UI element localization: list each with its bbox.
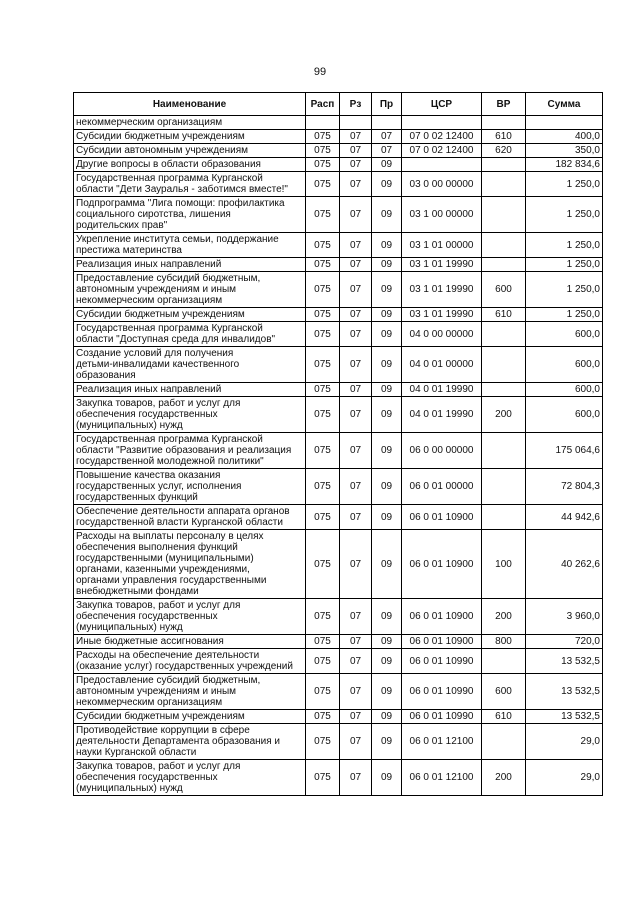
cell-sum: 350,0 bbox=[526, 144, 603, 158]
name-line: области "Развитие образования и реализация bbox=[76, 445, 292, 456]
cell-name bbox=[74, 433, 306, 469]
name-line: престижа материнства bbox=[76, 245, 182, 256]
name-line: государственных функций bbox=[76, 492, 198, 503]
cell-rasp: 075 bbox=[306, 158, 340, 172]
cell-rz: 07 bbox=[340, 397, 372, 433]
cell-vr: 200 bbox=[482, 599, 526, 635]
cell-rz: 07 bbox=[340, 433, 372, 469]
cell-csr: 04 0 01 00000 bbox=[402, 347, 482, 383]
name-line: (оказание услуг) государственных учреждений bbox=[76, 661, 293, 672]
cell-rz: 07 bbox=[340, 197, 372, 233]
cell-name bbox=[74, 116, 306, 130]
cell-csr: 06 0 01 10990 bbox=[402, 674, 482, 710]
budget-table bbox=[73, 92, 603, 796]
table-row bbox=[74, 383, 603, 397]
cell-csr: 03 1 01 00000 bbox=[402, 233, 482, 258]
cell-sum: 1 250,0 bbox=[526, 233, 603, 258]
cell-rz: 07 bbox=[340, 172, 372, 197]
cell-pr: 09 bbox=[372, 530, 402, 599]
cell-name bbox=[74, 649, 306, 674]
name-line: государственными (муниципальными) bbox=[76, 553, 254, 564]
cell-sum: 182 834,6 bbox=[526, 158, 603, 172]
header-pr: Пр bbox=[372, 93, 402, 116]
cell-sum bbox=[526, 116, 603, 130]
cell-csr: 06 0 01 10990 bbox=[402, 710, 482, 724]
cell-rz: 07 bbox=[340, 469, 372, 505]
cell-name bbox=[74, 258, 306, 272]
name-line: Закупка товаров, работ и услуг для bbox=[76, 600, 241, 611]
cell-name bbox=[74, 724, 306, 760]
cell-sum: 3 960,0 bbox=[526, 599, 603, 635]
cell-name bbox=[74, 144, 306, 158]
table-row bbox=[74, 272, 603, 308]
name-line: Реализация иных направлений bbox=[76, 384, 222, 395]
cell-csr: 06 0 01 00000 bbox=[402, 469, 482, 505]
cell-pr: 09 bbox=[372, 197, 402, 233]
cell-rz: 07 bbox=[340, 347, 372, 383]
cell-csr: 06 0 00 00000 bbox=[402, 433, 482, 469]
cell-vr: 600 bbox=[482, 272, 526, 308]
cell-name bbox=[74, 674, 306, 710]
cell-rasp: 075 bbox=[306, 172, 340, 197]
cell-rasp: 075 bbox=[306, 397, 340, 433]
cell-pr: 07 bbox=[372, 130, 402, 144]
table-row bbox=[74, 347, 603, 383]
cell-vr: 620 bbox=[482, 144, 526, 158]
table-row bbox=[74, 433, 603, 469]
cell-pr: 09 bbox=[372, 383, 402, 397]
table-row bbox=[74, 158, 603, 172]
cell-rz: 07 bbox=[340, 383, 372, 397]
header-vr: ВР bbox=[482, 93, 526, 116]
cell-pr: 09 bbox=[372, 505, 402, 530]
name-line: (муниципальных) нужд bbox=[76, 783, 183, 794]
name-line: Повышение качества оказания bbox=[76, 470, 221, 481]
cell-csr: 03 1 01 19990 bbox=[402, 258, 482, 272]
name-line: области "Доступная среда для инвалидов" bbox=[76, 334, 276, 345]
cell-pr: 09 bbox=[372, 724, 402, 760]
cell-vr: 600 bbox=[482, 674, 526, 710]
name-line: некоммерческим организациям bbox=[76, 295, 223, 306]
table-row bbox=[74, 130, 603, 144]
cell-sum: 13 532,5 bbox=[526, 674, 603, 710]
cell-rasp: 075 bbox=[306, 383, 340, 397]
cell-rasp: 075 bbox=[306, 144, 340, 158]
cell-rz: 07 bbox=[340, 760, 372, 796]
cell-sum: 1 250,0 bbox=[526, 258, 603, 272]
cell-rasp: 075 bbox=[306, 433, 340, 469]
table-row bbox=[74, 530, 603, 599]
cell-vr bbox=[482, 469, 526, 505]
header-csr: ЦСР bbox=[402, 93, 482, 116]
cell-vr bbox=[482, 649, 526, 674]
cell-rasp: 075 bbox=[306, 530, 340, 599]
cell-pr: 09 bbox=[372, 599, 402, 635]
cell-pr: 09 bbox=[372, 710, 402, 724]
cell-rz: 07 bbox=[340, 710, 372, 724]
cell-vr bbox=[482, 433, 526, 469]
cell-csr: 06 0 01 10900 bbox=[402, 635, 482, 649]
cell-rz: 07 bbox=[340, 272, 372, 308]
header-rasp: Расп bbox=[306, 93, 340, 116]
name-line: Подпрограмма "Лига помощи: профилактика bbox=[76, 198, 285, 209]
cell-pr: 09 bbox=[372, 347, 402, 383]
name-line: автономным учреждениям и иным bbox=[76, 284, 237, 295]
cell-csr: 06 0 01 10900 bbox=[402, 530, 482, 599]
cell-rz: 07 bbox=[340, 308, 372, 322]
table-body bbox=[74, 116, 603, 796]
cell-rz: 07 bbox=[340, 530, 372, 599]
name-line: родительских прав" bbox=[76, 220, 168, 231]
name-line: Закупка товаров, работ и услуг для bbox=[76, 398, 241, 409]
cell-pr: 09 bbox=[372, 649, 402, 674]
cell-name bbox=[74, 469, 306, 505]
cell-sum: 1 250,0 bbox=[526, 308, 603, 322]
cell-vr bbox=[482, 197, 526, 233]
cell-rasp: 075 bbox=[306, 649, 340, 674]
cell-sum: 29,0 bbox=[526, 760, 603, 796]
cell-name bbox=[74, 158, 306, 172]
cell-csr bbox=[402, 158, 482, 172]
cell-vr: 610 bbox=[482, 130, 526, 144]
cell-pr: 09 bbox=[372, 674, 402, 710]
header-row bbox=[74, 93, 603, 116]
cell-vr bbox=[482, 505, 526, 530]
cell-csr: 03 1 01 19990 bbox=[402, 308, 482, 322]
name-line: Расходы на обеспечение деятельности bbox=[76, 650, 260, 661]
cell-csr: 03 1 01 19990 bbox=[402, 272, 482, 308]
name-line: Обеспечение деятельности аппарата органов bbox=[76, 506, 290, 517]
table-row bbox=[74, 760, 603, 796]
cell-rz: 07 bbox=[340, 599, 372, 635]
table-row bbox=[74, 233, 603, 258]
cell-csr: 03 0 00 00000 bbox=[402, 172, 482, 197]
table-row bbox=[74, 724, 603, 760]
cell-pr: 09 bbox=[372, 760, 402, 796]
header-rz: Рз bbox=[340, 93, 372, 116]
table-row bbox=[74, 116, 603, 130]
table-row bbox=[74, 649, 603, 674]
cell-sum: 400,0 bbox=[526, 130, 603, 144]
cell-rz: 07 bbox=[340, 144, 372, 158]
name-line: деятельности Департамента образования и bbox=[76, 736, 281, 747]
name-line: Закупка товаров, работ и услуг для bbox=[76, 761, 241, 772]
cell-csr: 06 0 01 10900 bbox=[402, 505, 482, 530]
cell-pr: 09 bbox=[372, 635, 402, 649]
table-row bbox=[74, 469, 603, 505]
cell-sum: 1 250,0 bbox=[526, 272, 603, 308]
name-line: автономным учреждениям и иным bbox=[76, 686, 237, 697]
cell-name bbox=[74, 272, 306, 308]
cell-sum: 29,0 bbox=[526, 724, 603, 760]
name-line: Укрепление института семьи, поддержание bbox=[76, 234, 279, 245]
name-line: обеспечения государственных bbox=[76, 772, 218, 783]
cell-vr bbox=[482, 116, 526, 130]
cell-rasp: 075 bbox=[306, 197, 340, 233]
cell-name bbox=[74, 322, 306, 347]
name-line: Противодействие коррупции в сфере bbox=[76, 725, 250, 736]
table-row bbox=[74, 397, 603, 433]
table-row bbox=[74, 197, 603, 233]
header-sum: Сумма bbox=[526, 93, 603, 116]
cell-rz: 07 bbox=[340, 649, 372, 674]
cell-pr: 07 bbox=[372, 144, 402, 158]
cell-rasp: 075 bbox=[306, 635, 340, 649]
name-line: Расходы на выплаты персоналу в целях bbox=[76, 531, 264, 542]
table-row bbox=[74, 710, 603, 724]
name-line: государственной молодежной политики" bbox=[76, 456, 264, 467]
name-line: детьми-инвалидами качественного bbox=[76, 359, 240, 370]
cell-sum: 720,0 bbox=[526, 635, 603, 649]
cell-rasp: 075 bbox=[306, 710, 340, 724]
cell-csr: 06 0 01 12100 bbox=[402, 724, 482, 760]
cell-vr: 610 bbox=[482, 308, 526, 322]
cell-rasp: 075 bbox=[306, 469, 340, 505]
cell-rz: 07 bbox=[340, 130, 372, 144]
name-line: социального сиротства, лишения bbox=[76, 209, 231, 220]
table-row bbox=[74, 505, 603, 530]
cell-pr bbox=[372, 116, 402, 130]
cell-rz: 07 bbox=[340, 635, 372, 649]
cell-csr: 04 0 01 19990 bbox=[402, 383, 482, 397]
cell-csr: 07 0 02 12400 bbox=[402, 130, 482, 144]
cell-csr: 04 0 01 19990 bbox=[402, 397, 482, 433]
cell-rasp: 075 bbox=[306, 322, 340, 347]
name-line: (муниципальных) нужд bbox=[76, 622, 183, 633]
cell-rz: 07 bbox=[340, 724, 372, 760]
cell-rz: 07 bbox=[340, 258, 372, 272]
cell-rz: 07 bbox=[340, 674, 372, 710]
cell-rz: 07 bbox=[340, 158, 372, 172]
cell-csr: 07 0 02 12400 bbox=[402, 144, 482, 158]
cell-csr bbox=[402, 116, 482, 130]
cell-sum: 44 942,6 bbox=[526, 505, 603, 530]
cell-rasp: 075 bbox=[306, 347, 340, 383]
name-line: Субсидии бюджетным учреждениям bbox=[76, 711, 245, 722]
cell-rasp: 075 bbox=[306, 674, 340, 710]
cell-name bbox=[74, 130, 306, 144]
table-row bbox=[74, 322, 603, 347]
cell-sum: 40 262,6 bbox=[526, 530, 603, 599]
name-line: Субсидии автономным учреждениям bbox=[76, 145, 249, 156]
table-row bbox=[74, 172, 603, 197]
name-line: (муниципальных) нужд bbox=[76, 420, 183, 431]
name-line: области "Дети Зауралья - заботимся вместе!" bbox=[76, 184, 288, 195]
name-line: Другие вопросы в области образования bbox=[76, 159, 261, 170]
cell-pr: 09 bbox=[372, 172, 402, 197]
cell-vr bbox=[482, 172, 526, 197]
cell-name bbox=[74, 233, 306, 258]
name-line: Предоставление субсидий бюджетным, bbox=[76, 273, 261, 284]
name-line: Предоставление субсидий бюджетным, bbox=[76, 675, 261, 686]
name-line: Создание условий для получения bbox=[76, 348, 234, 359]
cell-sum: 1 250,0 bbox=[526, 197, 603, 233]
cell-sum: 13 532,5 bbox=[526, 649, 603, 674]
name-line: обеспечения государственных bbox=[76, 611, 218, 622]
page-number: 99 bbox=[313, 66, 327, 78]
cell-csr: 03 1 00 00000 bbox=[402, 197, 482, 233]
cell-rasp: 075 bbox=[306, 724, 340, 760]
cell-sum: 600,0 bbox=[526, 383, 603, 397]
cell-sum: 1 250,0 bbox=[526, 172, 603, 197]
cell-csr: 06 0 01 12100 bbox=[402, 760, 482, 796]
name-line: государственной власти Курганской области bbox=[76, 517, 283, 528]
header-name: Наименование bbox=[74, 93, 306, 116]
table-row bbox=[74, 635, 603, 649]
cell-pr: 09 bbox=[372, 469, 402, 505]
cell-rasp: 075 bbox=[306, 258, 340, 272]
cell-vr: 800 bbox=[482, 635, 526, 649]
cell-pr: 09 bbox=[372, 433, 402, 469]
cell-csr: 06 0 01 10990 bbox=[402, 649, 482, 674]
cell-name bbox=[74, 347, 306, 383]
cell-pr: 09 bbox=[372, 272, 402, 308]
cell-name bbox=[74, 635, 306, 649]
cell-vr bbox=[482, 233, 526, 258]
cell-name bbox=[74, 599, 306, 635]
cell-name bbox=[74, 172, 306, 197]
cell-sum: 600,0 bbox=[526, 397, 603, 433]
name-line: Государственная программа Курганской bbox=[76, 434, 263, 445]
cell-rasp: 075 bbox=[306, 505, 340, 530]
cell-rasp: 075 bbox=[306, 308, 340, 322]
table-row bbox=[74, 308, 603, 322]
cell-vr bbox=[482, 158, 526, 172]
name-line: Государственная программа Курганской bbox=[76, 173, 263, 184]
cell-name bbox=[74, 197, 306, 233]
cell-name bbox=[74, 397, 306, 433]
name-line: органами управления государственными bbox=[76, 575, 267, 586]
cell-name bbox=[74, 530, 306, 599]
cell-csr: 04 0 00 00000 bbox=[402, 322, 482, 347]
cell-rz: 07 bbox=[340, 322, 372, 347]
cell-pr: 09 bbox=[372, 158, 402, 172]
cell-sum: 600,0 bbox=[526, 347, 603, 383]
cell-vr: 200 bbox=[482, 760, 526, 796]
table-row bbox=[74, 599, 603, 635]
cell-pr: 09 bbox=[372, 233, 402, 258]
cell-vr bbox=[482, 258, 526, 272]
cell-rasp: 075 bbox=[306, 272, 340, 308]
cell-vr bbox=[482, 347, 526, 383]
cell-pr: 09 bbox=[372, 308, 402, 322]
cell-csr: 06 0 01 10900 bbox=[402, 599, 482, 635]
name-line: образования bbox=[76, 370, 136, 381]
cell-rasp: 075 bbox=[306, 233, 340, 258]
cell-rz bbox=[340, 116, 372, 130]
name-line: Субсидии бюджетным учреждениям bbox=[76, 309, 245, 320]
cell-pr: 09 bbox=[372, 397, 402, 433]
table-row bbox=[74, 258, 603, 272]
cell-pr: 09 bbox=[372, 258, 402, 272]
cell-vr: 200 bbox=[482, 397, 526, 433]
cell-sum: 13 532,5 bbox=[526, 710, 603, 724]
cell-name bbox=[74, 308, 306, 322]
cell-name bbox=[74, 505, 306, 530]
name-line: Реализация иных направлений bbox=[76, 259, 222, 270]
name-line: внебюджетными фондами bbox=[76, 586, 199, 597]
cell-rasp: 075 bbox=[306, 760, 340, 796]
name-line: науки Курганской области bbox=[76, 747, 197, 758]
cell-vr bbox=[482, 322, 526, 347]
cell-sum: 600,0 bbox=[526, 322, 603, 347]
cell-rasp: 075 bbox=[306, 599, 340, 635]
name-line: государственных услуг, исполнения bbox=[76, 481, 242, 492]
name-line: Государственная программа Курганской bbox=[76, 323, 263, 334]
name-line: Субсидии бюджетным учреждениям bbox=[76, 131, 245, 142]
name-line: обеспечения выполнения функций bbox=[76, 542, 238, 553]
cell-vr: 610 bbox=[482, 710, 526, 724]
name-line: органами, казенными учреждениями, bbox=[76, 564, 250, 575]
cell-sum: 175 064,6 bbox=[526, 433, 603, 469]
name-line: некоммерческим организациям bbox=[76, 697, 223, 708]
cell-vr bbox=[482, 383, 526, 397]
name-line: некоммерческим организациям bbox=[76, 117, 223, 128]
cell-rz: 07 bbox=[340, 233, 372, 258]
cell-vr bbox=[482, 724, 526, 760]
cell-pr: 09 bbox=[372, 322, 402, 347]
cell-rasp: 075 bbox=[306, 130, 340, 144]
cell-rz: 07 bbox=[340, 505, 372, 530]
table-row bbox=[74, 674, 603, 710]
cell-name bbox=[74, 760, 306, 796]
name-line: обеспечения государственных bbox=[76, 409, 218, 420]
cell-vr: 100 bbox=[482, 530, 526, 599]
cell-name bbox=[74, 710, 306, 724]
cell-rasp bbox=[306, 116, 340, 130]
name-line: Иные бюджетные ассигнования bbox=[76, 636, 224, 647]
table-row bbox=[74, 144, 603, 158]
cell-name bbox=[74, 383, 306, 397]
cell-sum: 72 804,3 bbox=[526, 469, 603, 505]
